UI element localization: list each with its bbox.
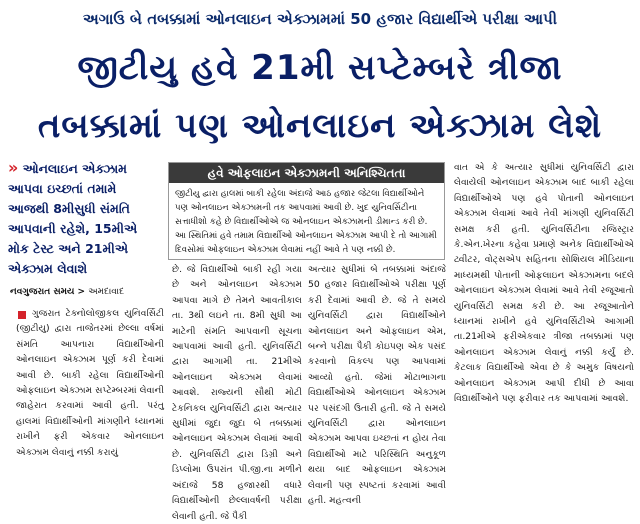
kicker-line: અગાઉ બે તબક્કામાં ઓનલાઇન એક્ઝામમાં 50 હજાર વિદ્યાર્થીએ પરીક્ષા આપી xyxy=(82,10,558,28)
highlight-blurb xyxy=(8,158,158,279)
byline-location: અમદાવાદ xyxy=(88,287,125,297)
headline-line-2: તબક્કામાં પણ ઓનલાઇન એક્ઝામ લેશે xyxy=(37,106,603,146)
sidebox xyxy=(168,162,445,260)
highlight-text: ઓનલાઇન એક્ઝામ આપવા ઇચ્છતાં તમામે આજથી 8મીસુધી સંમતિ આપવાની રહેશે, 15મીએ મોક ટેસ્ટ અને 21મીએ એક્ઝામ લેવાશે xyxy=(8,161,138,276)
article-column-1: ગુજરાત ટેક્નોલોજીકલ યુનિવર્સિટી (જીટીયુ) દ્વારા તાજેતરમાં છેલ્લા વર્ષમાં સંમતિ આપનારા વિદ્યાર્થીઓની ઓનલાઇન એક્ઝામ પૂર્ણ કરી દેવામાં આવી છે. બાકી રહેલા વિદ્યાર્થીઓની ઓફલાઇન એક્ઝામ સપ્ટેમ્બરમાં લેવાની જાહેરાત કરવામાં આવી હતી. પરંતુ હાલમાં વિદ્યાર્થીઓની માંગણીને ધ્યાનમાં રાખીને ફરી એકવાર ઓનલાઇન એક્ઝામ લેવાનું નક્કી કરાયું xyxy=(16,308,164,458)
sidebox-body: જીટીયુ દ્વારા હાલમાં બાકી રહેલા અંદાજે આઠ હજાર જેટલા વિદ્યાર્થીઓને પણ ઓનલાઇન એક્ઝામની તક આપવામાં આવી છે. ખુદ યુનિવર્સિટીના સત્તાધીશો કહે છે વિદ્યાર્થીઓએ જ ઓનલાઇન એક્ઝામની ડીમાન્ડ કરી છે. આ સ્થિતિમાં હવે તમામ વિદ્યાર્થીઓ ઓનલાઇન એક્ઝામ આપી દે તો આગામી દિવસોમાં ઓફલાઇન એક્ઝામ લેવામાં નહીં આવે તે પણ નક્કી છે. xyxy=(175,189,437,255)
byline-separator: > xyxy=(74,287,89,297)
article-column-3: અત્યાર સુધીમાં બે તબક્કામાં અંદાજે 50 હજાર વિદ્યાર્થીઓએ પરીક્ષા પૂર્ણ કરી દેવામાં આવી છે. જે તે સમયે યુનિવર્સિટી દ્વારા વિદ્યાર્થીઓને ઓનલાઇન અને ઓફલાઇન એમ, બન્ને પરીક્ષા પૈકી કોઇપણ એક પસંદ કરવાનો વિકલ્પ પણ આપવામાં આવ્યો હતો. જેમાં મોટાભાગના વિદ્યાર્થીઓએ ઓનલાઇન એક્ઝામ પર પસંદગી ઉતારી હતી. જે તે સમયે યુનિવર્સિટી દ્વારા ઓનલાઇન એક્ઝામ આપવા ઇચ્છતાં ન હોય તેવા વિદ્યાર્થીઓ માટે પરિસ્થિતિ અનુકૂળ થયા બાદ ઓફલાઇન એક્ઝામ લેવાની પણ સ્પષ્ટતાં કરવામાં આવી હતી. મહત્વની xyxy=(308,264,446,507)
quote-mark: » xyxy=(8,158,19,177)
byline-source: નવગુજરાત સમય xyxy=(10,287,75,297)
article-column-4: વાત એ કે અત્યાર સુધીમાં યુનિવર્સિટી દ્વારા લેવાયેલી ઓનલાઇન એક્ઝામ બાદ બાકી રહેલા વિદ્યાર્થીઓએ પણ હવે પોતાની ઓનલાઇન એક્ઝામ લેવામાં આવે તેવી માંગણી યુનિવર્સિટી સમક્ષ કરી હતી. યુનિવર્સિટીના રજિસ્ટ્રાર કે.એન.ખેરના કહેવા પ્રમાણે અનેક વિદ્યાર્થીઓએ ટ્વીટર, વોટ્સએપ સહિતના સોશિયલ મીડિયાના માધ્યમથી પોતાની ઓફલાઇન એક્ઝામના બદલે ઓનલાઇન એક્ઝામ લેવામાં આવે તેવી રજૂઆતો યુનિવર્સિટી સમક્ષ કરી છે. આ રજૂઆતોને ધ્યાનમાં રાખીને હવે યુનિવર્સિટીએ આગામી તા.21મીએ ફરીએકવાર ત્રીજા તબક્કામાં પણ ઓનલાઇન એક્ઝામ લેવાનું નક્કી કર્યું છે. કેટલાક વિદ્યાર્થીઓ એવા છે કે અમુક વિષયનો ઓનલાઇન એક્ઝામ આપી દીધી છે આવા વિદ્યાર્થીઓને પણ ફરીવાર તક આપવામાં આવશે. xyxy=(454,162,634,405)
byline xyxy=(10,287,124,297)
sidebox-title: હવે ઓફલાઇન એક્ઝામની અનિશ્ચિતતા xyxy=(169,163,444,183)
article-column-2: છે. જે વિદ્યાર્થીઓ બાકી રહી ગયા છે અને ઓનલાઇન એક્ઝામ આપવા માગે છે તેમને આવતીકાલ તા. 3થી લઇને તા. 8મી સુધી આ માટેની સંમતિ આપવાની સૂચના આપવામાં આવી હતી. યુનિવર્સિટી દ્વારા આગામી તા. 21મીએ ઓનલાઇન એક્ઝામ લેવામાં આવશે. રાજ્યની સૌથી મોટી ટેકનિકલ યુનિવર્સિટી દ્વારા અત્યાર સુધીમાં જુદા જુદા બે તબક્કામાં ઓનલાઇન એક્ઝામ લેવામાં આવી છે. યુનિવર્સિટી દ્વારા ડિગ્રી અને ડિપ્લોમા ઉપરાંત પી.જી.ના મળીને અંદાજે 58 હજારથી વધારે વિદ્યાર્થીઓની છેલ્લાવર્ષની પરીક્ષા લેવાની હતી. જે પૈકી xyxy=(172,264,302,522)
headline-line-1: જીટીયુ હવે 21મી સપ્ટેમ્બરે ત્રીજા xyxy=(77,48,563,88)
